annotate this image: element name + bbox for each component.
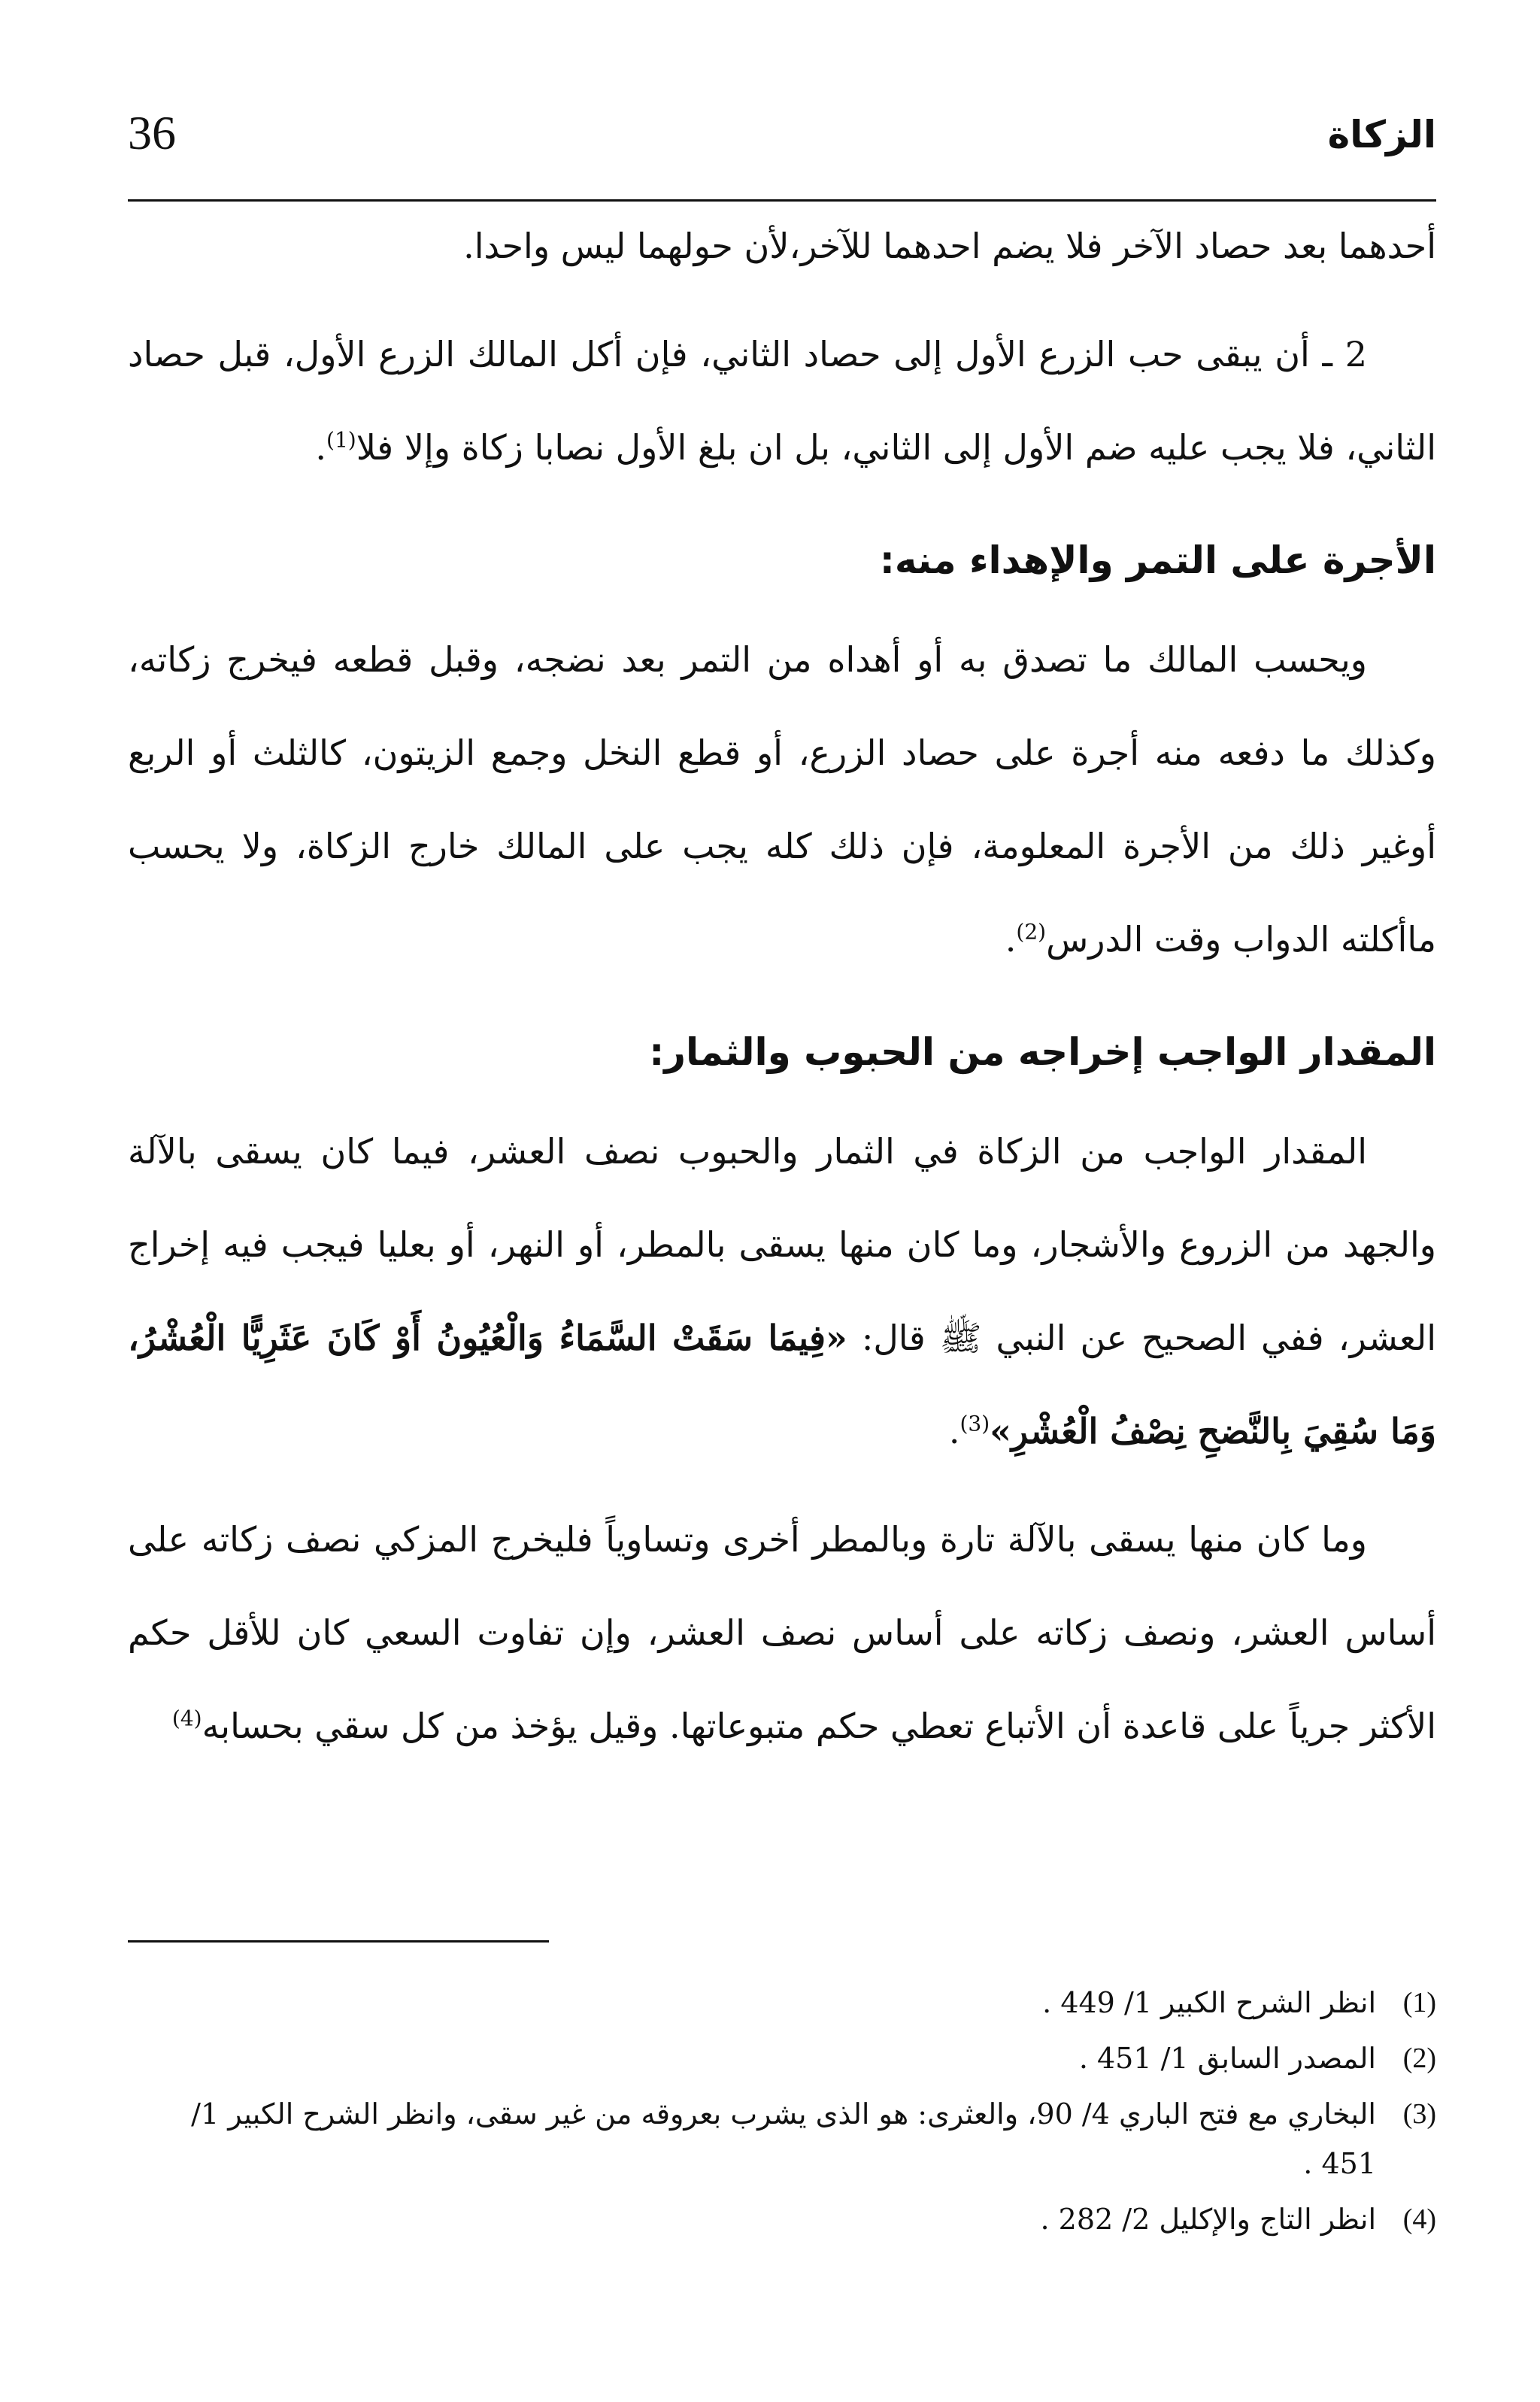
page-number: 36 — [128, 106, 176, 159]
running-header — [128, 98, 1436, 188]
paragraph-5-text: وما كان منها يسقى بالآلة تارة وبالمطر أخرى وتساوياً فليخرج المزكي نصف زكاته على أساس العشر، ونصف زكاته على أساس نصف العشر، وإن تفاوت السعي كان للأقل حكم الأكثر جرياً على قاعدة أن الأتباع تعطي حكم متبوعاتها. وقيل يؤخذ من كل سقي بحسابه — [128, 1519, 1436, 1746]
footnote-text: انظر الشرح الكبير 1/ 449 . — [1042, 1986, 1376, 2019]
section-heading-wages: الأجرة على التمر والإهداء منه: — [879, 538, 1436, 582]
hadith-quote: «فِيمَا سَقَتْ السَّمَاءُ وَالْعُيُونُ أَوْ كَانَ عَثَرِيًّا الْعُشْرُ، وَمَا سُقِيَ بِالنَّضحِ نِصْفُ الْعُشْرِ» — [128, 1318, 1436, 1451]
paragraph-3 — [128, 613, 1436, 986]
paragraph-1-text: أحدهما بعد حصاد الآخر فلا يضم احدهما للآخر،لأن حولهما ليس واحدا. — [463, 226, 1436, 266]
paragraph-2 — [128, 308, 1436, 494]
footnote-text: البخاري مع فتح الباري 4/ 90، والعثرى: هو الذى يشرب بعروقه من غير سقى، وانظر الشرح الكبير 1/ 451 . — [191, 2097, 1376, 2180]
footnote-number: (3) — [1402, 2098, 1436, 2130]
paragraph-2-text: 2 ـ أن يبقى حب الزرع الأول إلى حصاد الثاني، فإن أكل المالك الزرع الأول، قبل حصاد الثاني، فلا يجب عليه ضم الأول إلى الثاني، بل ان بلغ الأول نصابا زكاة وإلا فلا — [128, 334, 1436, 468]
section-heading-amount: المقدار الواجب إخراجه من الحبوب والثمار: — [649, 1030, 1436, 1074]
footnote-item — [128, 1978, 1436, 2027]
body-text — [128, 199, 1436, 1788]
footnote-number: (2) — [1402, 2043, 1436, 2074]
paragraph-4 — [128, 1105, 1436, 1478]
footnote-text: انظر التاج والإكليل 2/ 282 . — [1040, 2203, 1376, 2236]
paragraph-3-end: . — [1005, 919, 1017, 960]
footnote-item — [128, 2089, 1436, 2188]
paragraph-1 — [128, 199, 1436, 293]
footnote-item — [128, 2194, 1436, 2244]
book-page — [128, 83, 1436, 2339]
paragraph-5 — [128, 1493, 1436, 1773]
paragraph-4-text: المقدار الواجب من الزكاة في الثمار والحبوب نصف العشر، فيما كان يسقى بالآلة والجهد من الزروع والأشجار، وما كان منها يسقى بالمطر، أو النهر، أو بعليا فيجب فيه إخراج العشر، ففي الصحيح عن النبي ﷺ قال: — [128, 1131, 1436, 1358]
footnote-ref-2[interactable]: (2) — [1016, 919, 1047, 945]
paragraph-3-text: ويحسب المالك ما تصدق به أو أهداه من التمر بعد نضجه، وقبل قطعه فيخرج زكاته، وكذلك ما دفعه منه أجرة على حصاد الزرع، أو قطع النخل وجمع الزيتون، كالثلث أو الربع أوغير ذلك من الأجرة المعلومة، فإن ذلك كله يجب على المالك خارج الزكاة، ولا يحسب ماأكلته الدواب وقت الدرس — [128, 639, 1436, 960]
footnotes — [128, 1978, 1436, 2250]
footnote-ref-1[interactable]: (1) — [326, 427, 356, 453]
footnote-text: المصدر السابق 1/ 451 . — [1078, 2042, 1376, 2075]
footnote-separator — [128, 1940, 549, 1943]
paragraph-2-end: . — [315, 427, 327, 468]
footnote-ref-3[interactable]: (3) — [959, 1411, 990, 1436]
footnote-ref-4[interactable]: (4) — [171, 1706, 202, 1731]
chapter-title: الزكاة — [1327, 113, 1436, 156]
footnote-number: (1) — [1402, 1987, 1436, 2018]
footnote-number: (4) — [1402, 2203, 1436, 2235]
paragraph-4-end: . — [948, 1411, 960, 1451]
footnote-item — [128, 2034, 1436, 2083]
